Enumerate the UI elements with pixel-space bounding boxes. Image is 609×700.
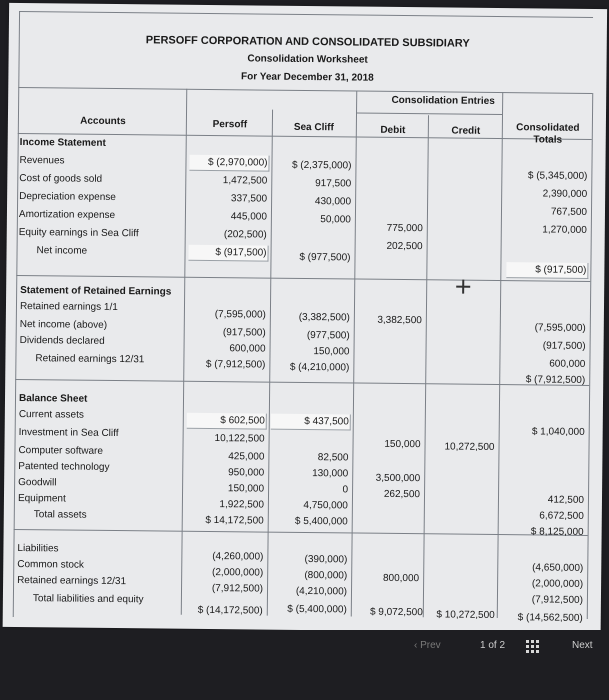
sea-cliff-value: (390,000) bbox=[304, 553, 348, 566]
sea-cliff-value: $ 5,400,000 bbox=[294, 515, 348, 528]
account-label: Investment in Sea Cliff bbox=[18, 426, 119, 440]
account-label: Retained earnings 12/31 bbox=[17, 574, 127, 588]
liabilities-heading: Liabilities bbox=[17, 542, 59, 555]
worksheet-page bbox=[3, 3, 608, 633]
consolidated-value: (7,912,500) bbox=[531, 594, 583, 606]
persoff-value: 1,472,500 bbox=[222, 175, 268, 187]
account-label: Net income (above) bbox=[19, 319, 108, 331]
col-sea-cliff: Sea Cliff bbox=[293, 121, 334, 134]
account-label: Total assets bbox=[33, 509, 87, 521]
col-debit: Debit bbox=[380, 124, 406, 137]
account-label: Retained earnings 1/1 bbox=[19, 301, 118, 314]
balance-sheet-heading: Balance Sheet bbox=[18, 393, 88, 405]
col-consolidated-totals: Totals bbox=[533, 134, 563, 146]
account-label: Common stock bbox=[17, 558, 85, 571]
consolidated-value: $ (7,912,500) bbox=[525, 374, 586, 386]
retained-earnings-heading: Statement of Retained Earnings bbox=[20, 285, 172, 298]
account-label: Depreciation expense bbox=[19, 190, 116, 204]
account-label: Amortization expense bbox=[18, 208, 116, 221]
debit-value: 3,500,000 bbox=[375, 472, 421, 485]
persoff-value: 600,000 bbox=[229, 343, 266, 355]
persoff-value: (2,000,000) bbox=[211, 567, 264, 579]
persoff-value: 445,000 bbox=[230, 211, 267, 223]
persoff-value: $ 602,500 bbox=[220, 415, 265, 427]
col-credit: Credit bbox=[451, 125, 481, 137]
page-total: of 2 bbox=[488, 640, 506, 651]
persoff-value: $ (14,172,500) bbox=[197, 604, 263, 617]
consolidated-value: 767,500 bbox=[550, 206, 588, 218]
next-button[interactable]: Next bbox=[572, 640, 593, 651]
persoff-value: (7,595,000) bbox=[214, 309, 266, 321]
account-label: Total liabilities and equity bbox=[32, 593, 144, 606]
grid-view-icon[interactable] bbox=[526, 640, 540, 654]
income-statement-heading: Income Statement bbox=[19, 136, 106, 149]
consolidated-value: (7,595,000) bbox=[534, 322, 586, 334]
worksheet-title: Consolidation Worksheet bbox=[247, 53, 368, 66]
current-page: 1 bbox=[480, 640, 486, 651]
prev-label: Prev bbox=[420, 640, 441, 651]
consolidated-value: 600,000 bbox=[549, 358, 586, 370]
consolidated-value: (4,650,000) bbox=[532, 562, 584, 574]
persoff-value: 1,922,500 bbox=[219, 499, 264, 511]
account-label: Goodwill bbox=[18, 476, 57, 489]
grid-line bbox=[18, 87, 592, 94]
persoff-value: 337,500 bbox=[230, 193, 268, 205]
grid-line bbox=[497, 92, 504, 618]
prev-button[interactable] bbox=[414, 640, 441, 651]
pagination-bar bbox=[0, 630, 609, 700]
consolidated-value: $ 1,040,000 bbox=[531, 426, 585, 438]
credit-total: $ 10,272,500 bbox=[436, 609, 495, 621]
account-label: Retained earnings 12/31 bbox=[35, 353, 145, 366]
account-label: Equipment bbox=[17, 492, 66, 505]
sea-cliff-value: 4,750,000 bbox=[303, 499, 348, 512]
grid-line bbox=[351, 91, 358, 617]
sea-cliff-value: 917,500 bbox=[315, 178, 352, 190]
persoff-value: $ (7,912,500) bbox=[205, 358, 266, 371]
sea-cliff-value: 430,000 bbox=[314, 196, 352, 208]
consolidated-value: $ (14,562,500) bbox=[517, 612, 583, 624]
account-label: Patented technology bbox=[18, 460, 110, 473]
sea-cliff-value: (3,382,500) bbox=[298, 311, 350, 324]
persoff-value: (202,500) bbox=[223, 229, 267, 241]
col-accounts: Accounts bbox=[80, 115, 126, 128]
account-label: Computer software bbox=[18, 444, 104, 457]
persoff-value: 425,000 bbox=[228, 451, 265, 463]
sea-cliff-value: 50,000 bbox=[320, 214, 351, 226]
grid-line bbox=[423, 115, 429, 617]
account-label: Dividends declared bbox=[19, 335, 105, 347]
debit-value: 150,000 bbox=[384, 438, 421, 451]
persoff-value: (4,260,000) bbox=[212, 551, 264, 563]
account-label: Current assets bbox=[18, 408, 84, 421]
sea-cliff-value: (4,210,000) bbox=[295, 585, 348, 598]
persoff-value: $ (2,970,000) bbox=[207, 156, 268, 169]
sea-cliff-value: $ (2,375,000) bbox=[291, 159, 352, 172]
debit-value: 775,000 bbox=[386, 222, 423, 235]
account-label: Revenues bbox=[19, 154, 65, 167]
sea-cliff-value: $ (4,210,000) bbox=[289, 361, 350, 374]
sea-cliff-value: $ (5,400,000) bbox=[287, 603, 347, 616]
grid-line bbox=[19, 11, 593, 18]
debit-value: 800,000 bbox=[382, 572, 420, 585]
grid-line bbox=[356, 113, 502, 116]
account-label: Equity earnings in Sea Cliff bbox=[18, 226, 139, 240]
debit-total: $ 9,072,500 bbox=[369, 606, 423, 619]
sea-cliff-value: $ 437,500 bbox=[304, 415, 349, 428]
page-indicator bbox=[480, 640, 505, 651]
consolidated-value: 412,500 bbox=[547, 494, 585, 506]
consolidated-value: 2,390,000 bbox=[542, 188, 588, 200]
col-persoff: Persoff bbox=[212, 119, 248, 131]
consolidated-value: (2,000,000) bbox=[531, 578, 584, 590]
persoff-value: 10,122,500 bbox=[214, 433, 265, 445]
sea-cliff-value: (800,000) bbox=[304, 569, 348, 582]
persoff-value: $ 14,172,500 bbox=[205, 514, 264, 527]
consolidated-value: $ (5,345,000) bbox=[527, 170, 588, 182]
consolidated-value: $ (917,500) bbox=[535, 264, 587, 276]
account-label: Cost of goods sold bbox=[19, 172, 103, 185]
grid-line bbox=[13, 11, 20, 617]
debit-value: 3,382,500 bbox=[377, 314, 422, 327]
move-cursor-icon bbox=[456, 280, 470, 294]
persoff-value: $ (917,500) bbox=[215, 247, 267, 259]
consolidated-value: 1,270,000 bbox=[542, 224, 587, 236]
grid-line bbox=[181, 89, 188, 615]
worksheet-period: For Year December 31, 2018 bbox=[240, 71, 374, 84]
sea-cliff-value: 130,000 bbox=[312, 468, 349, 480]
consolidated-value: (917,500) bbox=[542, 340, 586, 352]
persoff-value: (7,912,500) bbox=[211, 583, 264, 595]
sea-cliff-value: 150,000 bbox=[313, 346, 350, 358]
account-label: Net income bbox=[36, 245, 88, 257]
sea-cliff-value: (977,500) bbox=[306, 330, 350, 342]
grid-line bbox=[587, 93, 594, 619]
company-title: PERSOFF CORPORATION AND CONSOLIDATED SUBSIDIARY bbox=[145, 34, 470, 50]
sea-cliff-value: 0 bbox=[342, 484, 349, 496]
sea-cliff-value: $ (977,500) bbox=[299, 251, 351, 264]
sea-cliff-value: 82,500 bbox=[317, 452, 349, 464]
debit-value: 202,500 bbox=[386, 240, 423, 253]
consolidated-value: 6,672,500 bbox=[539, 510, 584, 522]
consolidation-entries-heading: Consolidation Entries bbox=[391, 94, 495, 107]
col-consolidated: Consolidated bbox=[516, 122, 580, 134]
debit-value: 262,500 bbox=[383, 488, 421, 501]
persoff-value: 950,000 bbox=[228, 467, 265, 479]
consolidated-value: $ 8,125,000 bbox=[530, 526, 584, 538]
persoff-value: 150,000 bbox=[227, 483, 265, 495]
credit-value: 10,272,500 bbox=[444, 441, 495, 453]
persoff-value: (917,500) bbox=[222, 327, 266, 339]
chevron-left-icon: ‹ bbox=[414, 640, 418, 651]
